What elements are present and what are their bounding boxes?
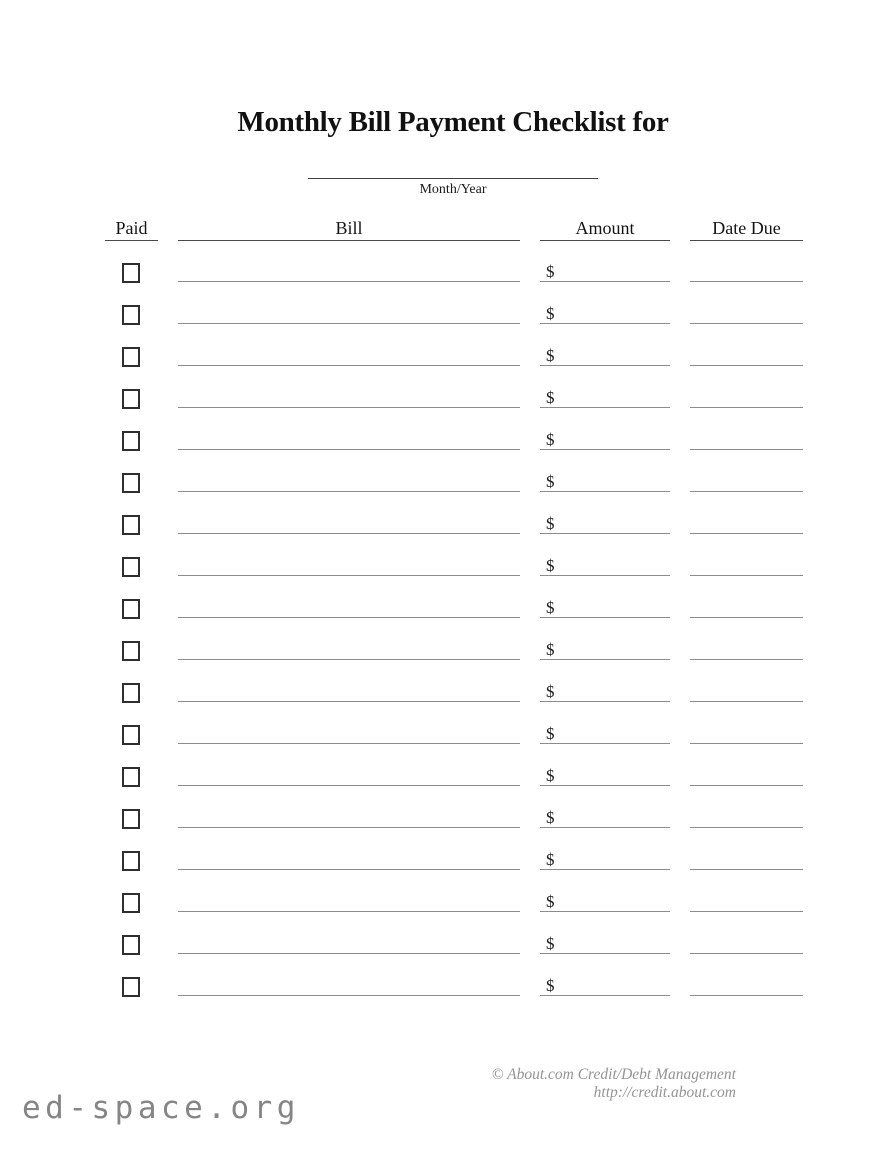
date-due-field[interactable]	[690, 472, 803, 492]
bill-name-field[interactable]	[178, 766, 520, 786]
column-header-date-due: Date Due	[690, 218, 803, 241]
amount-field[interactable]	[540, 892, 670, 912]
bill-name-field[interactable]	[178, 346, 520, 366]
paid-checkbox[interactable]	[122, 977, 140, 997]
table-row	[0, 892, 892, 912]
paid-checkbox[interactable]	[122, 473, 140, 493]
dollar-sign: $	[546, 850, 555, 869]
footer-credit	[492, 1066, 736, 1102]
date-due-field[interactable]	[690, 892, 803, 912]
table-row	[0, 304, 892, 324]
date-due-field[interactable]	[690, 346, 803, 366]
amount-field[interactable]	[540, 766, 670, 786]
page-title: Monthly Bill Payment Checklist for	[237, 106, 669, 138]
column-header-paid: Paid	[105, 218, 158, 241]
date-due-field[interactable]	[690, 388, 803, 408]
amount-field[interactable]	[540, 682, 670, 702]
date-due-field[interactable]	[690, 262, 803, 282]
amount-field[interactable]	[540, 934, 670, 954]
paid-checkbox[interactable]	[122, 935, 140, 955]
amount-field[interactable]	[540, 430, 670, 450]
dollar-sign: $	[546, 262, 555, 281]
date-due-field[interactable]	[690, 850, 803, 870]
dollar-sign: $	[546, 892, 555, 911]
bill-name-field[interactable]	[178, 892, 520, 912]
amount-field[interactable]	[540, 598, 670, 618]
date-due-field[interactable]	[690, 304, 803, 324]
dollar-sign: $	[546, 598, 555, 617]
footer-copyright: © About.com Credit/Debt Management	[491, 1066, 736, 1083]
amount-field[interactable]	[540, 724, 670, 744]
month-year-label: Month/Year	[419, 182, 487, 197]
paid-checkbox[interactable]	[122, 263, 140, 283]
amount-field[interactable]	[540, 472, 670, 492]
dollar-sign: $	[546, 976, 555, 995]
paid-checkbox[interactable]	[122, 515, 140, 535]
dollar-sign: $	[546, 430, 555, 449]
dollar-sign: $	[546, 808, 555, 827]
paid-checkbox[interactable]	[122, 557, 140, 577]
bill-name-field[interactable]	[178, 430, 520, 450]
bill-name-field[interactable]	[178, 682, 520, 702]
table-row	[0, 808, 892, 828]
table-row	[0, 346, 892, 366]
bill-name-field[interactable]	[178, 640, 520, 660]
month-year-field[interactable]	[308, 150, 598, 179]
paid-checkbox[interactable]	[122, 305, 140, 325]
paid-checkbox[interactable]	[122, 809, 140, 829]
date-due-field[interactable]	[690, 640, 803, 660]
dollar-sign: $	[546, 556, 555, 575]
table-row	[0, 472, 892, 492]
amount-field[interactable]	[540, 262, 670, 282]
date-due-field[interactable]	[690, 514, 803, 534]
bill-name-field[interactable]	[178, 262, 520, 282]
paid-checkbox[interactable]	[122, 767, 140, 787]
table-row	[0, 640, 892, 660]
dollar-sign: $	[546, 346, 555, 365]
dollar-sign: $	[546, 304, 555, 323]
paid-checkbox[interactable]	[122, 347, 140, 367]
date-due-field[interactable]	[690, 430, 803, 450]
paid-checkbox[interactable]	[122, 851, 140, 871]
dollar-sign: $	[546, 388, 555, 407]
bill-name-field[interactable]	[178, 556, 520, 576]
bill-name-field[interactable]	[178, 934, 520, 954]
table-row	[0, 850, 892, 870]
table-row	[0, 766, 892, 786]
date-due-field[interactable]	[690, 682, 803, 702]
amount-field[interactable]	[540, 514, 670, 534]
date-due-field[interactable]	[690, 556, 803, 576]
paid-checkbox[interactable]	[122, 725, 140, 745]
column-header-amount: Amount	[540, 218, 670, 241]
date-due-field[interactable]	[690, 766, 803, 786]
date-due-field[interactable]	[690, 976, 803, 996]
bill-name-field[interactable]	[178, 598, 520, 618]
bill-name-field[interactable]	[178, 724, 520, 744]
date-due-field[interactable]	[690, 808, 803, 828]
amount-field[interactable]	[540, 388, 670, 408]
amount-field[interactable]	[540, 808, 670, 828]
watermark: ed-space.org	[22, 1090, 300, 1126]
table-row	[0, 682, 892, 702]
paid-checkbox[interactable]	[122, 893, 140, 913]
dollar-sign: $	[546, 682, 555, 701]
table-row	[0, 934, 892, 954]
bill-name-field[interactable]	[178, 976, 520, 996]
dollar-sign: $	[546, 934, 555, 953]
amount-field[interactable]	[540, 640, 670, 660]
dollar-sign: $	[546, 724, 555, 743]
footer-url[interactable]: http://credit.about.com	[593, 1084, 736, 1101]
date-due-field[interactable]	[690, 598, 803, 618]
paid-checkbox[interactable]	[122, 389, 140, 409]
dollar-sign: $	[546, 640, 555, 659]
column-header-bill: Bill	[178, 218, 520, 241]
bill-name-field[interactable]	[178, 472, 520, 492]
paid-checkbox[interactable]	[122, 683, 140, 703]
amount-field[interactable]	[540, 556, 670, 576]
bill-name-field[interactable]	[178, 388, 520, 408]
date-due-field[interactable]	[690, 724, 803, 744]
dollar-sign: $	[546, 766, 555, 785]
table-row	[0, 262, 892, 282]
bill-name-field[interactable]	[178, 850, 520, 870]
table-row	[0, 388, 892, 408]
dollar-sign: $	[546, 472, 555, 491]
amount-field[interactable]	[540, 850, 670, 870]
paid-checkbox[interactable]	[122, 599, 140, 619]
paid-checkbox[interactable]	[122, 431, 140, 451]
paid-checkbox[interactable]	[122, 641, 140, 661]
table-row	[0, 514, 892, 534]
amount-field[interactable]	[540, 346, 670, 366]
table-row	[0, 430, 892, 450]
bill-name-field[interactable]	[178, 304, 520, 324]
bill-name-field[interactable]	[178, 808, 520, 828]
date-due-field[interactable]	[690, 934, 803, 954]
amount-field[interactable]	[540, 976, 670, 996]
bill-name-field[interactable]	[178, 514, 520, 534]
table-row	[0, 976, 892, 996]
table-row	[0, 724, 892, 744]
table-row	[0, 598, 892, 618]
dollar-sign: $	[546, 514, 555, 533]
amount-field[interactable]	[540, 304, 670, 324]
table-row	[0, 556, 892, 576]
